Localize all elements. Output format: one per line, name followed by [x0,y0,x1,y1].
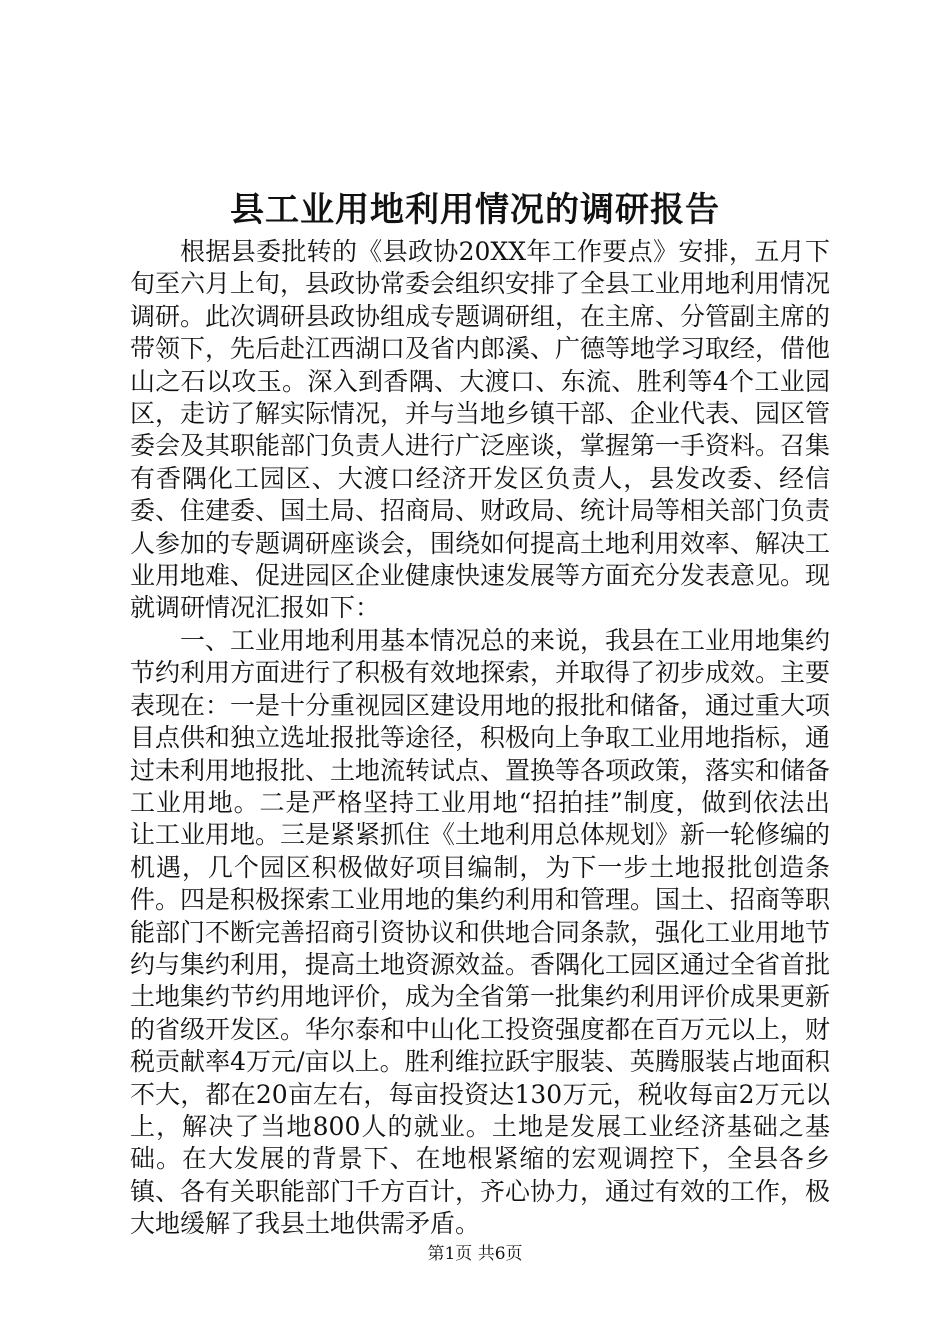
document-body [130,236,830,1241]
document-title: 县工业用地利用情况的调研报告 [230,190,720,230]
page-footer: 第1页 共6页 [427,1244,523,1264]
paragraph-intro: 根据县委批转的《县政协20XX年工作要点》安排，五月下旬至六月上旬，县政协常委会组织安排了全县工业用地利用情况调研。此次调研县政协组成专题调研组，在主席、分管副主席的带领下，先后赴江西湖口及省内郎溪、广德等地学习取经，借他山之石以攻玉。深入到香隅、大渡口、东流、胜利等4个工业园区，走访了解实际情况，并与当地乡镇干部、企业代表、园区管委会及其职能部门负责人进行广泛座谈，掌握第一手资料。召集有香隅化工园区、大渡口经济开发区负责人，县发改委、经信委、住建委、国土局、招商局、财政局、统计局等相关部门负责人参加的专题调研座谈会，围绕如何提高土地利用效率、解决工业用地难、促进园区企业健康快速发展等方面充分发表意见。现就调研情况汇报如下： [130,237,831,623]
paragraph-section-one: 一、工业用地利用基本情况总的来说，我县在工业用地集约节约利用方面进行了积极有效地探索，并取得了初步成效。主要表现在：一是十分重视园区建设用地的报批和储备，通过重大项目点供和独立选址报批等途径，积极向上争取工业用地指标，通过未利用地报批、土地流转试点、置换等各项政策，落实和储备工业用地。二是严格坚持工业用地“招拍挂”制度，做到依法出让工业用地。三是紧紧抓住《土地利用总体规划》新一轮修编的机遇，几个园区积极做好项目编制，为下一步土地报批创造条件。四是积极探索工业用地的集约利用和管理。国土、招商等职能部门不断完善招商引资协议和供地合同条款，强化工业用地节约与集约利用，提高土地资源效益。香隅化工园区通过全省首批土地集约节约用地评价，成为全省第一批集约利用评价成果更新的省级开发区。华尔泰和中山化工投资强度都在百万元以上，财税贡献率4万元/亩以上。胜利维拉跃宇服装、英腾服装占地面积不大，都在20亩左右，每亩投资达130万元，税收每亩2万元以上，解决了当地800人的就业。土地是发展工业经济基础之基础。在大发展的背景下、在地根紧缩的宏观调控下，全县各乡镇、各有关职能部门千方百计，齐心协力，通过有效的工作，极大地缓解了我县土地供需矛盾。 [130,625,831,1239]
